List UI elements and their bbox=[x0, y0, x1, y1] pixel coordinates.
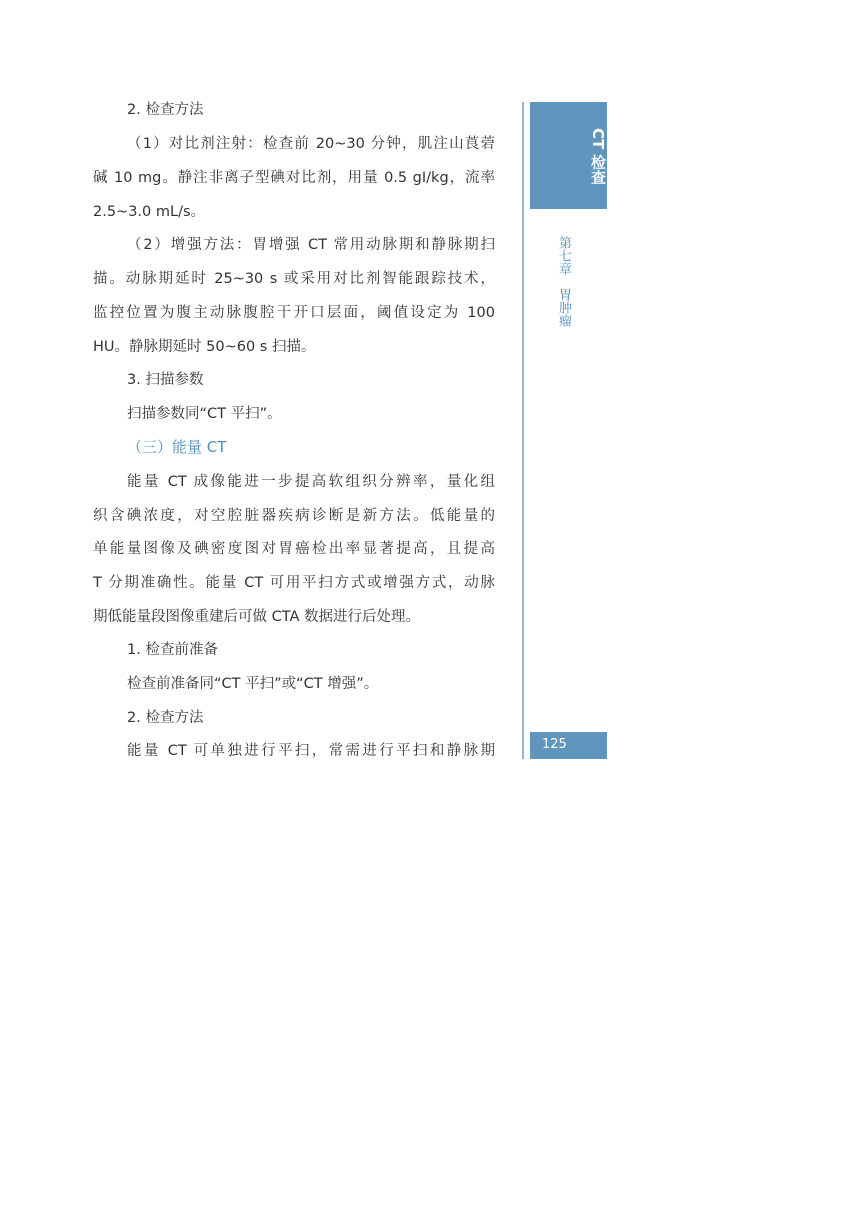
paragraph-line: 检查前准备同“CT 平扫”或“CT 增强”。 bbox=[127, 676, 379, 692]
page-number-box bbox=[530, 732, 607, 759]
section-heading: （三）能量 CT bbox=[127, 438, 227, 456]
subheading: 1. 检查前准备 bbox=[127, 642, 218, 658]
paragraph-line: 织含碘浓度，对空腔脏器疾病诊断是新方法。低能量的 bbox=[93, 508, 495, 524]
page-number: 125 bbox=[542, 737, 567, 752]
paragraph-line: 描。动脉期延时 25~30 s 或采用对比剂智能跟踪技术， bbox=[93, 271, 495, 287]
subheading: 2. 检查方法 bbox=[127, 102, 204, 118]
paragraph-line: 能量 CT 可单独进行平扫，常需进行平扫和静脉期 bbox=[127, 743, 495, 759]
section-tab bbox=[530, 102, 607, 209]
paragraph-line: 扫描参数同“CT 平扫”。 bbox=[127, 406, 282, 422]
paragraph-line: （2）增强方法：胃增强 CT 常用动脉期和静脉期扫 bbox=[127, 237, 495, 253]
paragraph-line: HU。静脉期延时 50~60 s 扫描。 bbox=[93, 339, 316, 355]
paragraph-line: （1）对比剂注射：检查前 20~30 分钟，肌注山莨菪 bbox=[127, 136, 495, 152]
section-tab-label: CT 检查 bbox=[589, 128, 607, 185]
paragraph-line: 能量 CT 成像能进一步提高软组织分辨率，量化组 bbox=[127, 474, 495, 490]
paragraph-line: 碱 10 mg。静注非离子型碘对比剂，用量 0.5 gI/kg，流率 bbox=[93, 170, 495, 186]
subheading: 2. 检查方法 bbox=[127, 710, 204, 726]
margin-divider bbox=[522, 102, 524, 759]
chapter-label: 第七章 胃肿瘤 bbox=[556, 236, 571, 327]
paragraph-line: T 分期准确性。能量 CT 可用平扫方式或增强方式，动脉 bbox=[93, 575, 495, 591]
paragraph-line: 2.5~3.0 mL/s。 bbox=[93, 204, 206, 220]
paragraph-line: 监控位置为腹主动脉腹腔干开口层面，阈值设定为 100 bbox=[93, 305, 495, 321]
paragraph-line: 期低能量段图像重建后可做 CTA 数据进行后处理。 bbox=[93, 609, 420, 625]
subheading: 3. 扫描参数 bbox=[127, 372, 204, 388]
paragraph-line: 单能量图像及碘密度图对胃癌检出率显著提高，且提高 bbox=[93, 541, 495, 557]
